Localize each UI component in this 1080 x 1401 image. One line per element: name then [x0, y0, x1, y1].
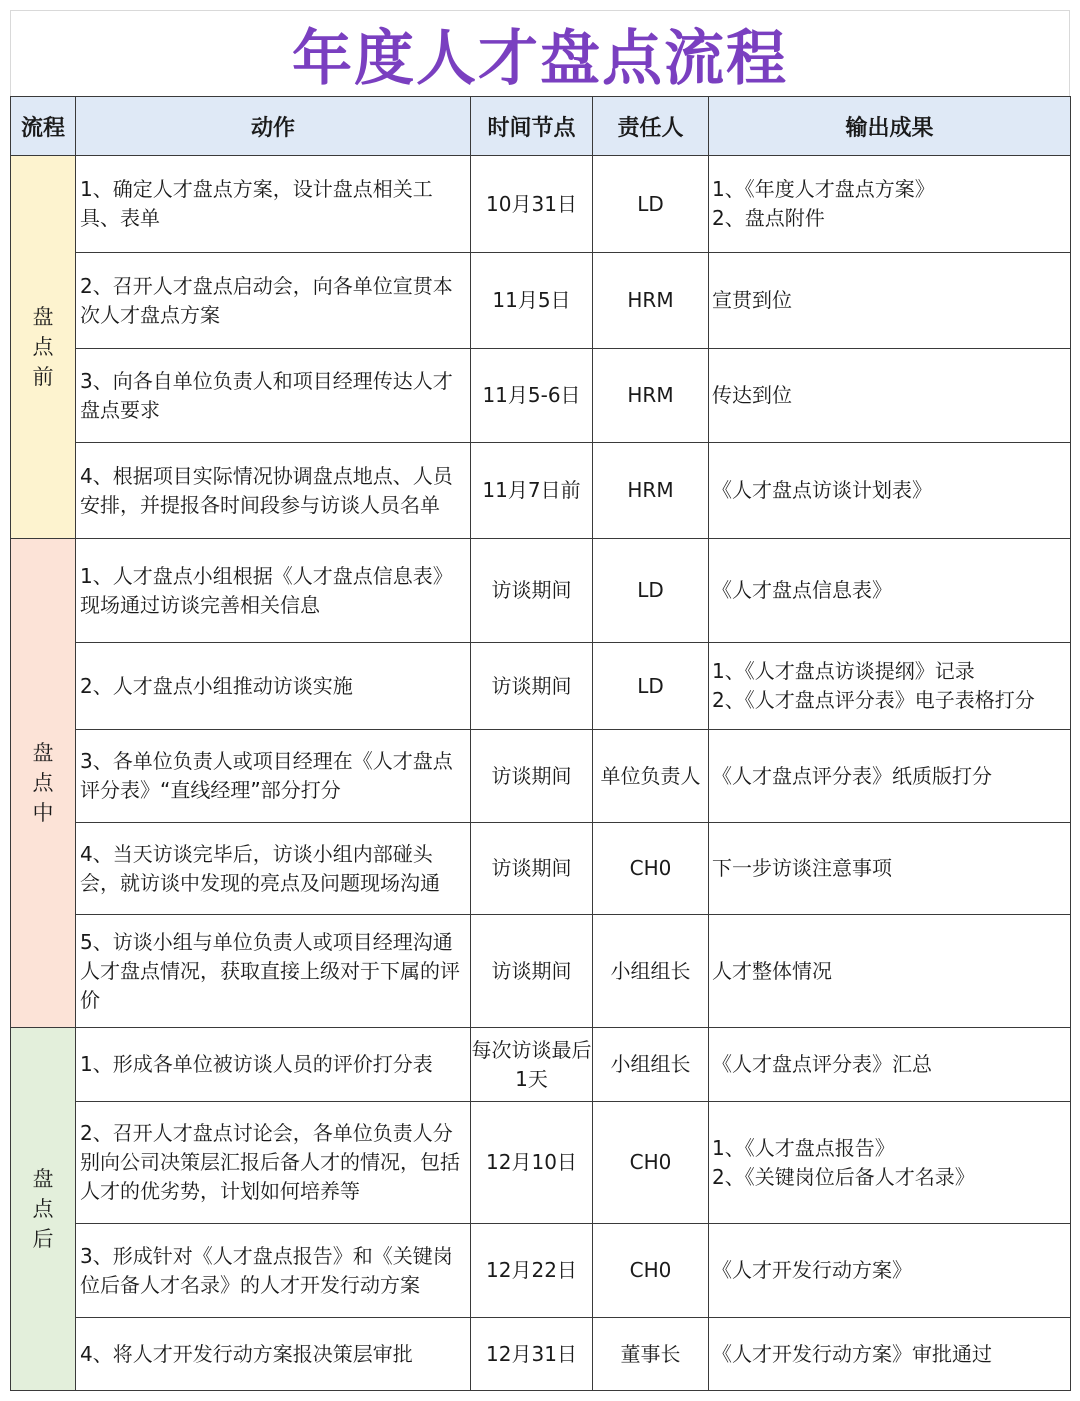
- table-row: [11, 1102, 1071, 1224]
- table-row: [11, 1318, 1071, 1391]
- row-owner: LD: [593, 539, 709, 643]
- row-output: 《人才盘点评分表》纸质版打分: [709, 730, 1071, 823]
- row-owner: CH0: [593, 1224, 709, 1318]
- table-row: [11, 643, 1071, 730]
- row-output: 1、《人才盘点报告》 2、《关键岗位后备人才名录》: [709, 1102, 1071, 1224]
- row-owner: CH0: [593, 823, 709, 915]
- row-action: 1、人才盘点小组根据《人才盘点信息表》现场通过访谈完善相关信息: [76, 539, 471, 643]
- phase-during: 盘点中: [11, 539, 76, 1028]
- row-owner: CH0: [593, 1102, 709, 1224]
- row-action: 2、召开人才盘点讨论会，各单位负责人分别向公司决策层汇报后备人才的情况，包括人才的优劣势，计划如何培养等: [76, 1102, 471, 1224]
- row-owner: LD: [593, 643, 709, 730]
- row-owner: LD: [593, 156, 709, 253]
- row-output: 人才整体情况: [709, 915, 1071, 1028]
- row-output: 《人才盘点评分表》汇总: [709, 1028, 1071, 1102]
- table-row: [11, 539, 1071, 643]
- process-table: [10, 96, 1071, 1391]
- row-action: 5、访谈小组与单位负责人或项目经理沟通人才盘点情况，获取直接上级对于下属的评价: [76, 915, 471, 1028]
- phase-before: 盘点前: [11, 156, 76, 539]
- row-time: 12月31日: [471, 1318, 593, 1391]
- row-time: 访谈期间: [471, 730, 593, 823]
- row-output: 《人才盘点信息表》: [709, 539, 1071, 643]
- header-time: 时间节点: [471, 97, 593, 156]
- row-owner: HRM: [593, 253, 709, 349]
- row-output: 《人才盘点访谈计划表》: [709, 443, 1071, 539]
- row-action: 4、根据项目实际情况协调盘点地点、人员安排，并提报各时间段参与访谈人员名单: [76, 443, 471, 539]
- row-time: 访谈期间: [471, 539, 593, 643]
- row-owner: 小组组长: [593, 1028, 709, 1102]
- row-output: 《人才开发行动方案》: [709, 1224, 1071, 1318]
- row-time: 12月22日: [471, 1224, 593, 1318]
- row-output: 《人才开发行动方案》审批通过: [709, 1318, 1071, 1391]
- row-action: 4、将人才开发行动方案报决策层审批: [76, 1318, 471, 1391]
- header-action: 动作: [76, 97, 471, 156]
- header-owner: 责任人: [593, 97, 709, 156]
- row-owner: 董事长: [593, 1318, 709, 1391]
- row-time: 10月31日: [471, 156, 593, 253]
- row-action: 2、召开人才盘点启动会，向各单位宣贯本次人才盘点方案: [76, 253, 471, 349]
- table-row: [11, 915, 1071, 1028]
- row-output: 下一步访谈注意事项: [709, 823, 1071, 915]
- row-output: 1、《年度人才盘点方案》 2、盘点附件: [709, 156, 1071, 253]
- header-output: 输出成果: [709, 97, 1071, 156]
- row-time: 11月5日: [471, 253, 593, 349]
- table-row: [11, 349, 1071, 443]
- table-header-row: [11, 97, 1071, 156]
- row-owner: HRM: [593, 349, 709, 443]
- row-action: 1、确定人才盘点方案，设计盘点相关工具、表单: [76, 156, 471, 253]
- table-row: [11, 156, 1071, 253]
- row-action: 4、当天访谈完毕后，访谈小组内部碰头会，就访谈中发现的亮点及问题现场沟通: [76, 823, 471, 915]
- row-output: 1、《人才盘点访谈提纲》记录 2、《人才盘点评分表》电子表格打分: [709, 643, 1071, 730]
- row-time: 访谈期间: [471, 823, 593, 915]
- row-action: 1、形成各单位被访谈人员的评价打分表: [76, 1028, 471, 1102]
- header-phase: 流程: [11, 97, 76, 156]
- table-row: [11, 730, 1071, 823]
- row-action: 3、各单位负责人或项目经理在《人才盘点评分表》“直线经理”部分打分: [76, 730, 471, 823]
- row-action: 2、人才盘点小组推动访谈实施: [76, 643, 471, 730]
- phase-after: 盘点后: [11, 1028, 76, 1391]
- row-output: 传达到位: [709, 349, 1071, 443]
- row-time: 11月7日前: [471, 443, 593, 539]
- row-action: 3、形成针对《人才盘点报告》和《关键岗位后备人才名录》的人才开发行动方案: [76, 1224, 471, 1318]
- table-row: [11, 253, 1071, 349]
- row-time: 访谈期间: [471, 915, 593, 1028]
- row-owner: 小组组长: [593, 915, 709, 1028]
- table-row: [11, 443, 1071, 539]
- row-owner: 单位负责人: [593, 730, 709, 823]
- row-time: 访谈期间: [471, 643, 593, 730]
- page-title: 年度人才盘点流程: [10, 10, 1070, 96]
- table-row: [11, 1028, 1071, 1102]
- row-output: 宣贯到位: [709, 253, 1071, 349]
- row-time: 11月5-6日: [471, 349, 593, 443]
- table-row: [11, 823, 1071, 915]
- row-owner: HRM: [593, 443, 709, 539]
- table-row: [11, 1224, 1071, 1318]
- row-time: 每次访谈最后1天: [471, 1028, 593, 1102]
- row-time: 12月10日: [471, 1102, 593, 1224]
- row-action: 3、向各自单位负责人和项目经理传达人才盘点要求: [76, 349, 471, 443]
